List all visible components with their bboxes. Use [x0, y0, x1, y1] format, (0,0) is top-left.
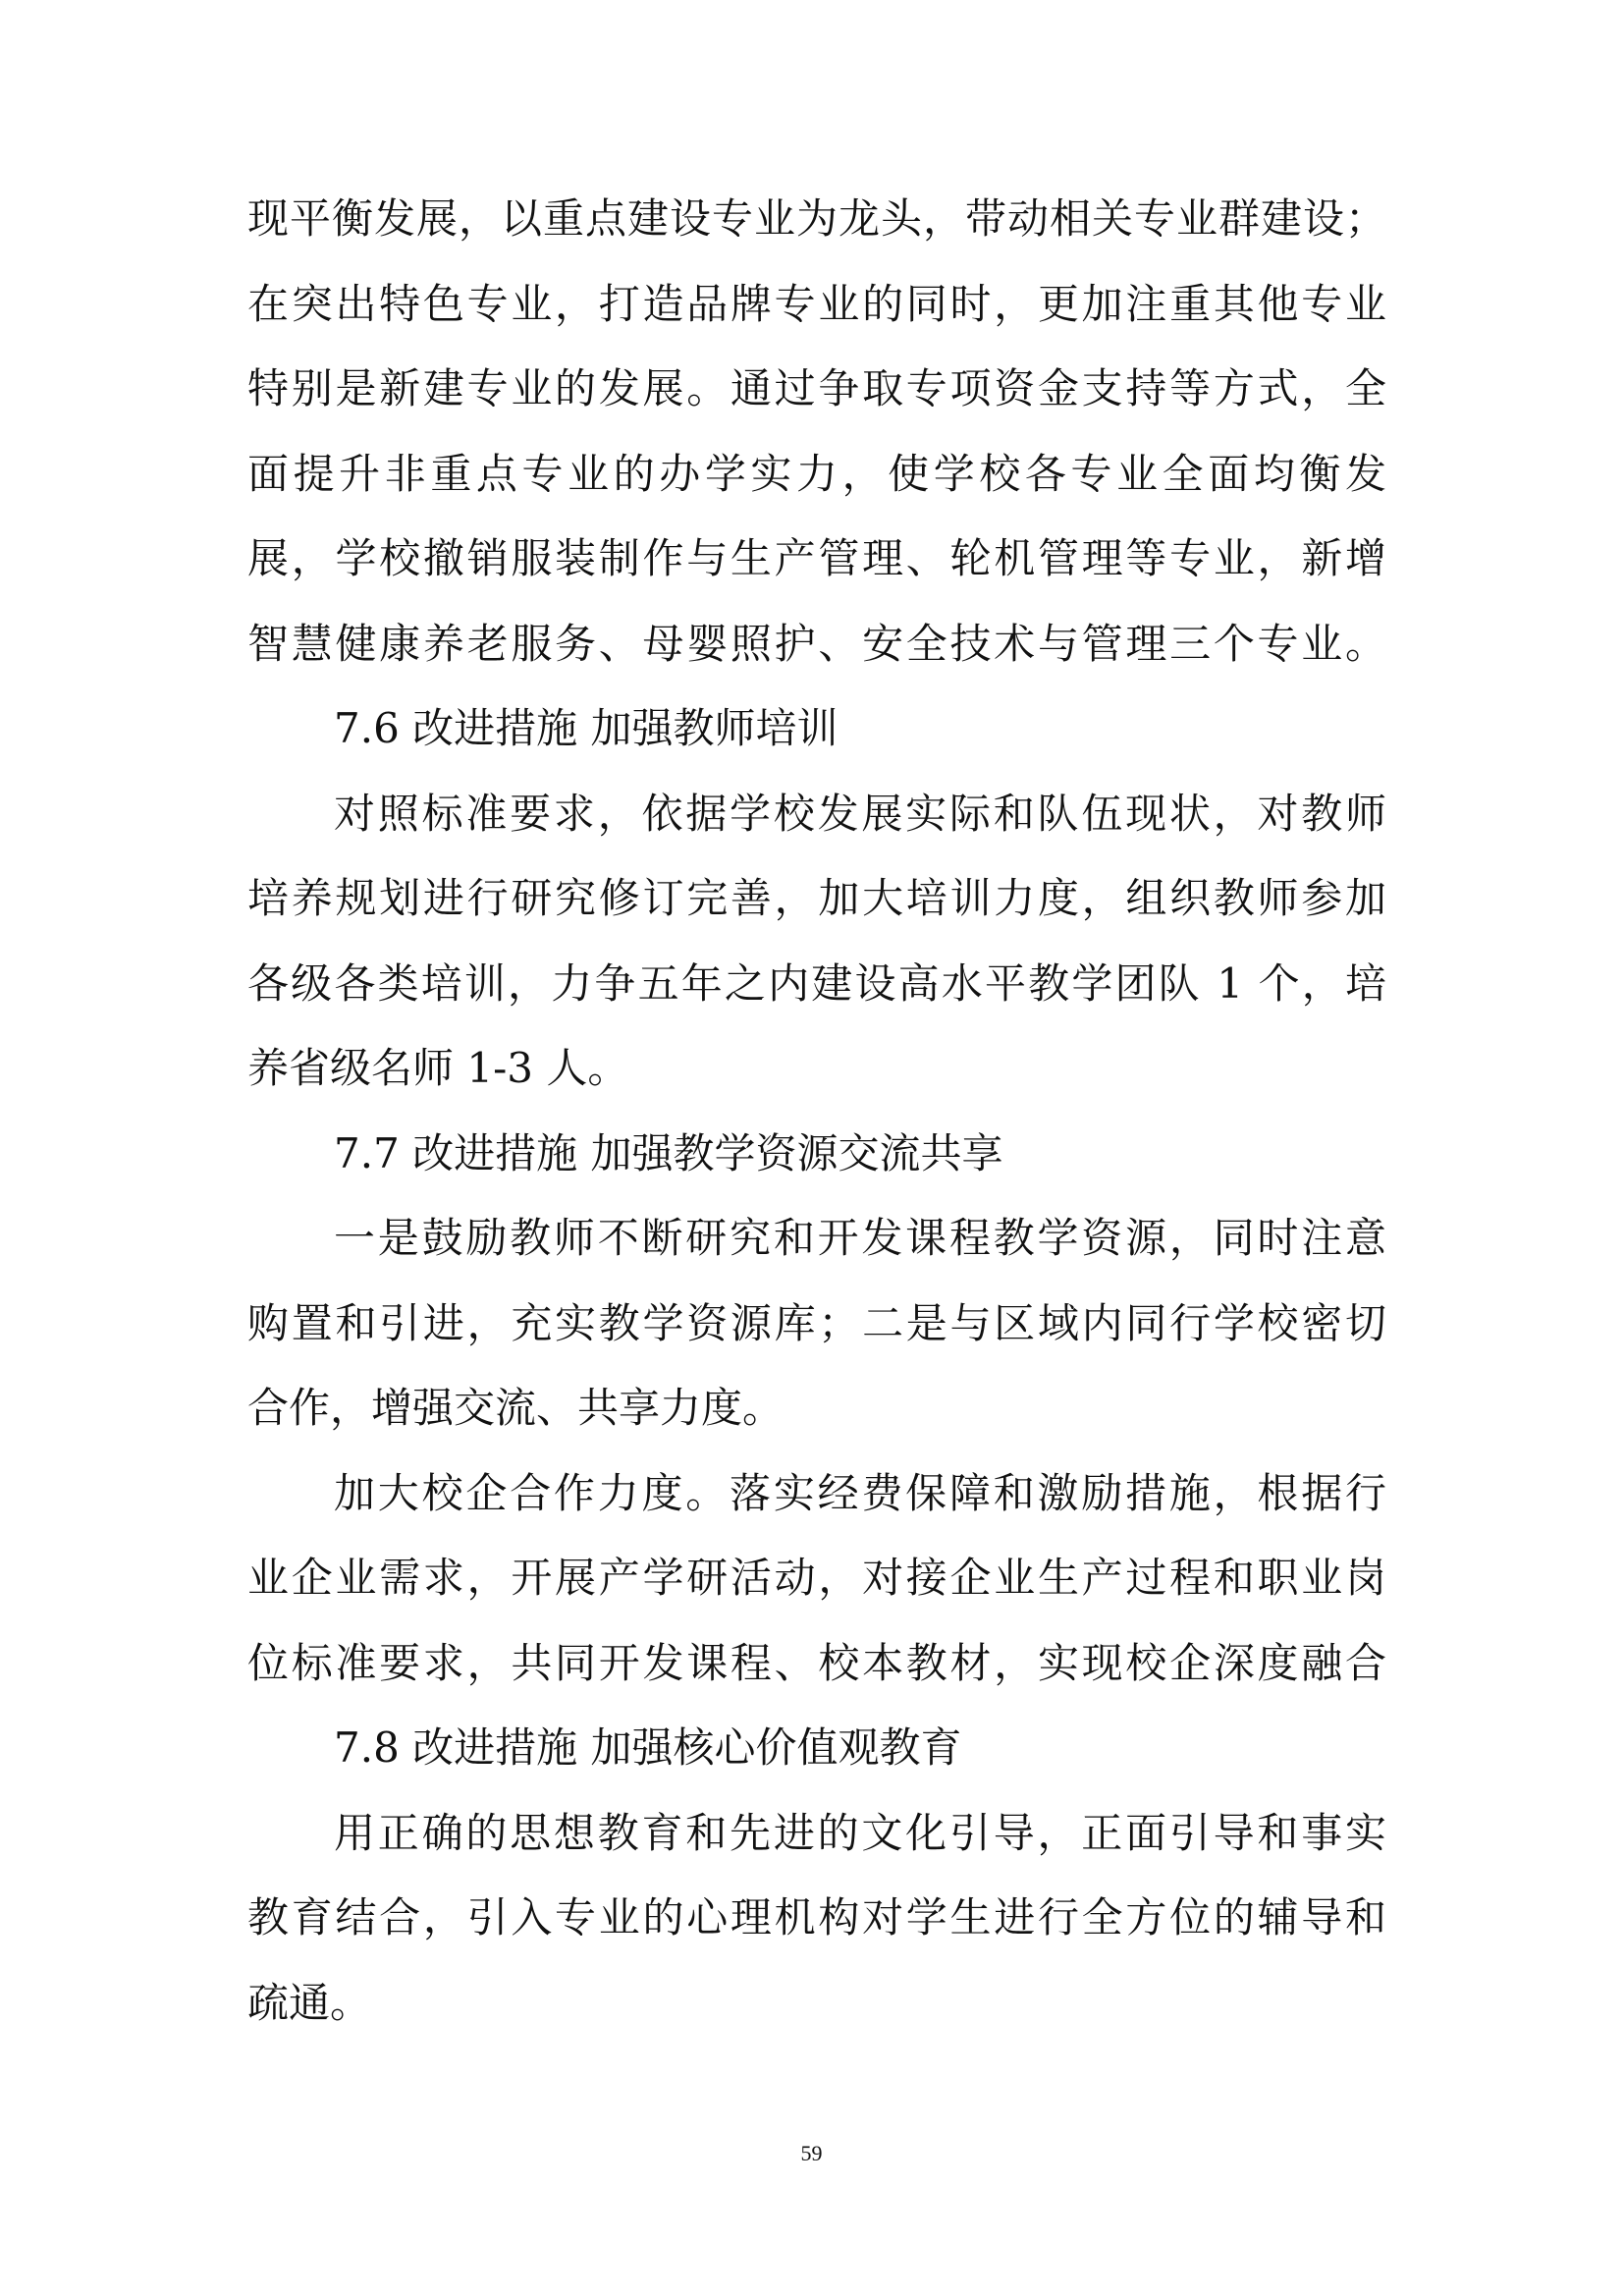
paragraph-line: 在突出特色专业，打造品牌专业的同时，更加注重其他专业 [247, 279, 1386, 328]
paragraph-line: 各级各类培训，力争五年之内建设高水平教学团队 1 个，培 [247, 958, 1386, 1008]
section-heading-7-8: 7.8 改进措施 加强核心价值观教育 [334, 1723, 962, 1772]
body-text [247, 177, 1386, 2046]
page-number: 59 [800, 2141, 823, 2165]
paragraph-line: 疏通。 [247, 1978, 372, 2027]
paragraph-line: 面提升非重点专业的办学实力，使学校各专业全面均衡发 [247, 449, 1386, 498]
paragraph-line: 位标准要求，共同开发课程、校本教材，实现校企深度融合 [247, 1638, 1386, 1687]
paragraph-line: 对照标准要求，依据学校发展实际和队伍现状，对教师 [334, 789, 1386, 838]
section-heading-7-6: 7.6 改进措施 加强教师培训 [334, 704, 839, 752]
paragraph-line: 智慧健康养老服务、母婴照护、安全技术与管理三个专业。 [247, 619, 1386, 668]
paragraph-line: 培养规划进行研究修订完善，加大培训力度，组织教师参加 [247, 874, 1386, 922]
paragraph-line: 用正确的思想教育和先进的文化引导，正面引导和事实 [334, 1808, 1386, 1857]
paragraph-line: 购置和引进，充实教学资源库；二是与区域内同行学校密切 [247, 1298, 1386, 1347]
paragraph-line: 合作，增强交流、共享力度。 [247, 1384, 784, 1432]
paragraph-line: 业企业需求，开展产学研活动，对接企业生产过程和职业岗 [247, 1554, 1386, 1602]
paragraph-line: 现平衡发展，以重点建设专业为龙头，带动相关专业群建设； [247, 194, 1386, 243]
paragraph-line: 加大校企合作力度。落实经费保障和激励措施，根据行 [334, 1468, 1386, 1517]
paragraph-line: 展，学校撤销服装制作与生产管理、轮机管理等专业，新增 [247, 534, 1386, 582]
paragraph-line: 养省级名师 1-3 人。 [247, 1044, 629, 1092]
paragraph-line: 教育结合，引入专业的心理机构对学生进行全方位的辅导和 [247, 1893, 1386, 1941]
paragraph-line: 一是鼓励教师不断研究和开发课程教学资源，同时注意 [334, 1214, 1386, 1262]
paragraph-line: 特别是新建专业的发展。通过争取专项资金支持等方式，全 [247, 364, 1386, 412]
section-heading-7-7: 7.7 改进措施 加强教学资源交流共享 [334, 1128, 1003, 1177]
